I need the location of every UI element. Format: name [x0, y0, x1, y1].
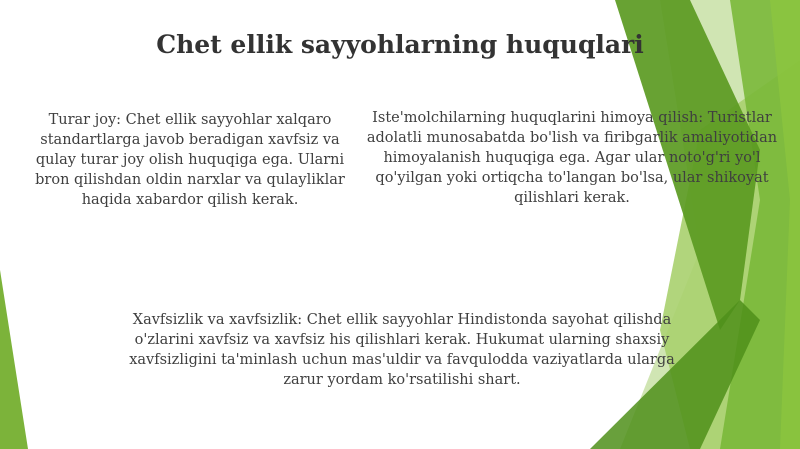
- accommodation-paragraph: Turar joy: Chet ellik sayyohlar xalqaro standartlarga javob beradigan xavfsiz va qulay turar joy olish huquqiga ega. Ularni bron qilishdan oldin narxlar va qulayliklar haqida xabardor qilish kerak.: [35, 112, 345, 208]
- consumer-rights-paragraph: Iste'molchilarning huquqlarini himoya qilish: Turistlar adolatli munosabatda bo'lish va firibgarlik amaliyotidan himoyalanish huquqiga ega. Agar ular noto'g'ri yo'l qo'yilgan yoki ortiqcha to'langan bo'lsa, ular shikoyat qilishlari kerak.: [366, 110, 778, 206]
- safety-paragraph: Xavfsizlik va xavfsizlik: Chet ellik sayyohlar Hindistonda sayohat qilishda o'zlarini xavfsiz va xavfsiz his qilishlari kerak. Hukumat ularning shaxsiy xavfsizligini ta'minlash uchun mas'uldir va favqulodda vaziyatlarda ularga zarur yordam ko'rsatilishi shart.: [129, 312, 675, 388]
- slide-title: Chet ellik sayyohlarning huquqlari: [156, 30, 644, 59]
- left-green-sliver: [0, 270, 28, 449]
